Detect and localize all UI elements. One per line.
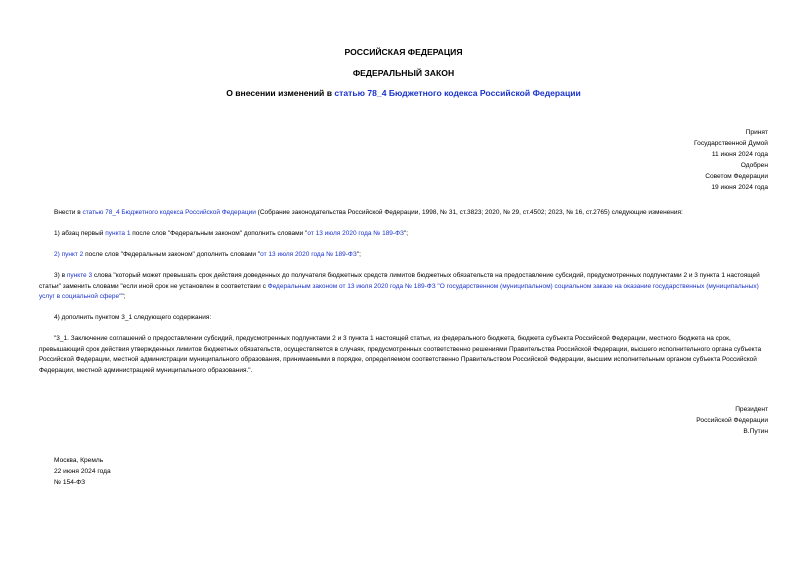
- item-2-text-end: ";: [356, 251, 361, 258]
- law-title: [0, 88, 807, 98]
- item-2-law-link[interactable]: от 13 июля 2020 года № 189-ФЗ: [260, 251, 357, 258]
- item-1-text: 1) абзац первый: [54, 230, 106, 237]
- item-1-text-mid: после слов "Федеральным законом" дополнить словами ": [130, 230, 308, 237]
- adoption-line: Советом Федерации: [705, 172, 768, 180]
- signature-line: Президент: [735, 406, 768, 413]
- item-1-paragraph: [39, 229, 769, 240]
- signature-line: В.Путин: [743, 427, 768, 435]
- adoption-line: 19 июня 2024 года: [711, 183, 768, 191]
- footer-line: Москва, Кремль: [54, 457, 104, 464]
- item-2-text: после слов "Федеральным законом" дополнить словами ": [83, 251, 261, 258]
- item-3-text-mid: слова "который может превышать срок действия доведенных до получателя бюджетных средств лимитов бюджетных обязательств на предоставление субсидий, предусмотренных подпунктами 2 и 3 пункта 1 настоящей статьи" заменить словами "если иной срок не установлен в соответствии с: [39, 272, 760, 290]
- title-article-link[interactable]: статью 78_4 Бюджетного кодекса Российской Федерации: [334, 88, 581, 98]
- item-3-paragraph: [39, 271, 769, 303]
- signature-block: [568, 405, 768, 438]
- item-2-point-link[interactable]: 2) пункт 2: [54, 251, 84, 258]
- intro-text-rest: (Собрание законодательства Российской Федерации, 1998, № 31, ст.3823; 2020, № 29, ст.4502; 2023, № 16, ст.2765) следующие изменения:: [255, 209, 683, 216]
- adoption-line: Принят: [745, 129, 768, 136]
- country-heading: РОССИЙСКАЯ ФЕДЕРАЦИЯ: [344, 47, 463, 57]
- adoption-line: Одобрен: [740, 161, 768, 169]
- footer-line: № 154-ФЗ: [54, 478, 86, 486]
- item-4-paragraph: 4) дополнить пунктом 3_1 следующего содержания:: [54, 314, 212, 321]
- adoption-line: 11 июня 2024 года: [711, 150, 768, 158]
- adoption-line: Государственной Думой: [694, 139, 768, 147]
- item-1-point-link[interactable]: пункта 1: [105, 230, 131, 237]
- item-2-paragraph: [39, 250, 769, 261]
- law-title-text: О внесении изменений в: [226, 88, 335, 98]
- footer-line: 22 июня 2024 года: [54, 467, 111, 475]
- intro-article-link[interactable]: статью 78_4 Бюджетного кодекса Российской Федерации: [82, 209, 256, 216]
- item-1-law-link[interactable]: от 13 июля 2020 года № 189-ФЗ: [307, 230, 404, 237]
- item-3-law-link[interactable]: Федеральным законом от 13 июля 2020 года № 189-ФЗ "О государственном (муниципальном) социальном заказе на оказание государственных (муниципальных) услуг в социальной сфере": [39, 282, 759, 301]
- adoption-block: [568, 128, 768, 193]
- item-1-text-end: ";: [403, 230, 409, 237]
- item-3-text-end: ";: [121, 293, 126, 301]
- item-3-point-link[interactable]: пункте 3: [66, 272, 93, 279]
- footer-block: [54, 456, 254, 489]
- quoted-point-paragraph: "3_1. Заключение соглашений о предоставлении субсидий, предусмотренных подпунктами 2 и 3 пункта 1 настоящей статьи, из федерального бюджета, бюджета субъекта Российской Федерации, местного бюджета на срок, превышающий срок действия утвержденных лимитов бюджетных обязательств, осуществляется в случаях, предусмотренных соответственно решениями Правительства Российской Федерации, высшего исполнительного органа субъекта Российской Федерации, местной администрации муниципального образования, принимаемыми в порядке, определяемом соответственно Правительством Российской Федерации, высшим исполнительным органом субъекта Российской Федерации, местной администрацией муниципального образования.".: [39, 335, 762, 374]
- item-3-text: 3) в: [54, 272, 67, 279]
- signature-line: Российской Федерации: [696, 416, 768, 424]
- law-type-heading: ФЕДЕРАЛЬНЫЙ ЗАКОН: [352, 68, 455, 78]
- intro-text: Внести в: [54, 209, 83, 216]
- intro-paragraph: [39, 208, 769, 219]
